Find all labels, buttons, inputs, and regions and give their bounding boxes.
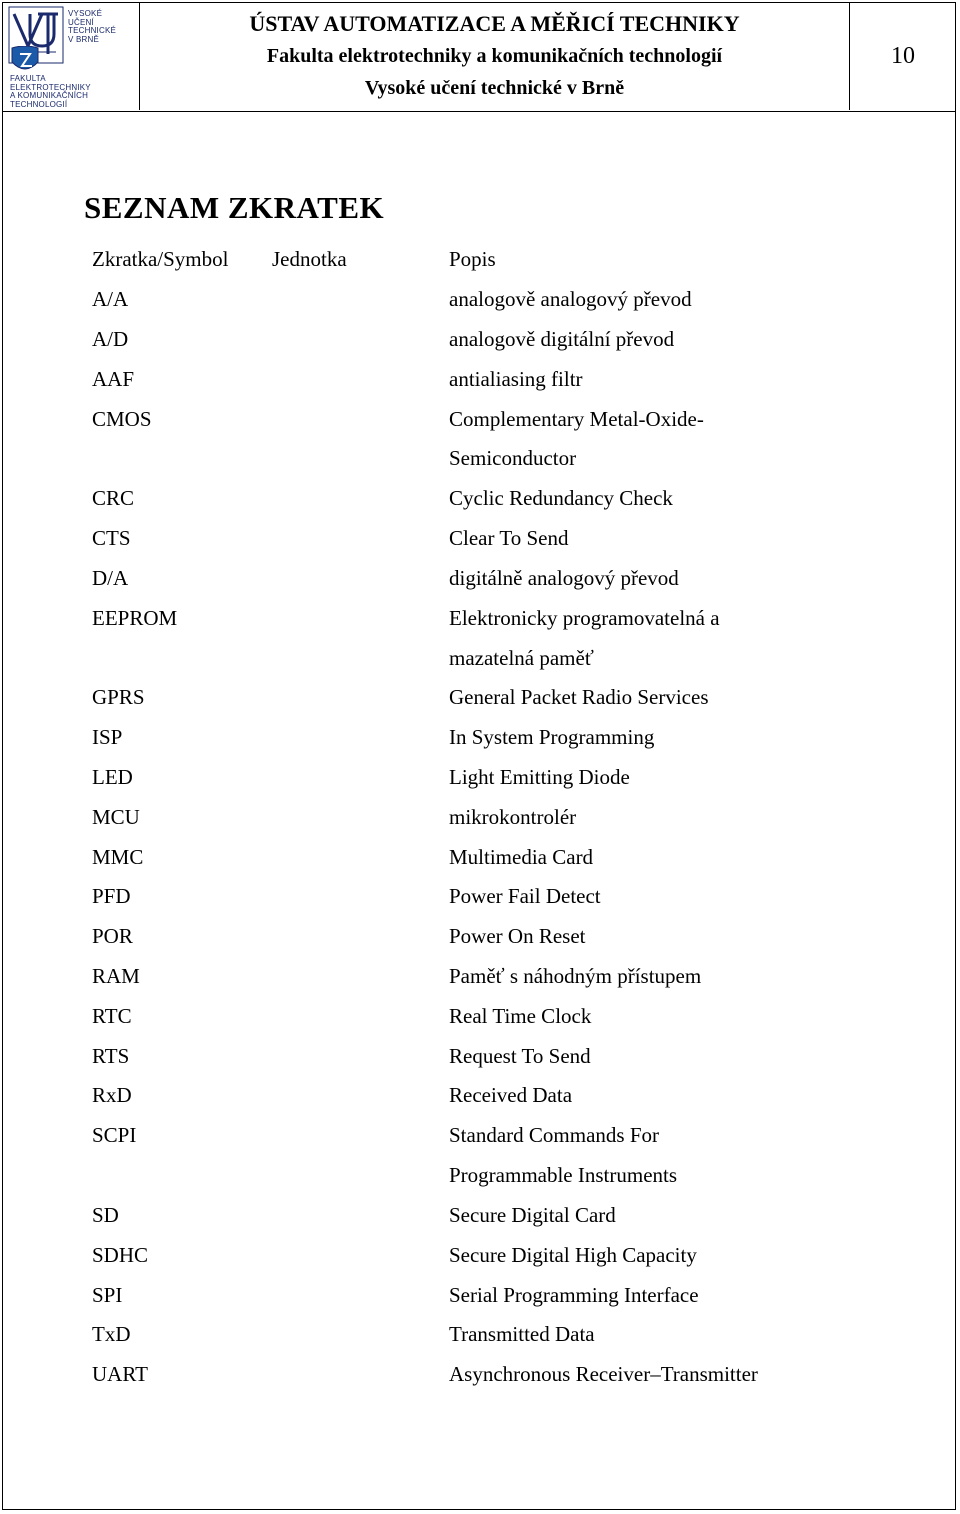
abbreviation-cell: UART [92,1362,148,1387]
table-row [92,559,852,599]
table-row [92,1036,852,1076]
description-cell: Light Emitting Diode [449,764,630,789]
column-header-unit: Jednotka [272,247,347,272]
description-cell: Elektronicky programovatelná a [449,605,720,630]
table-row [92,996,852,1036]
description-cell: Request To Send [449,1043,591,1068]
description-cell: analogově digitální převod [449,327,675,352]
abbreviation-cell: D/A [92,565,129,590]
abbreviation-cell: POR [92,924,133,949]
faculty-logo-icon [8,46,42,74]
description-cell: digitálně analogový převod [449,565,679,590]
table-row [92,877,852,917]
logo-top-text: VYSOKÉ UČENÍ TECHNICKÉ V BRNĚ [68,9,117,44]
description-cell: Semiconductor [449,446,577,471]
description-cell: antialiasing filtr [449,366,583,391]
table-row [92,957,852,997]
abbreviation-cell: SD [92,1202,119,1227]
table-row [92,1315,852,1355]
page-number: 10 [891,42,915,69]
abbreviation-cell: RAM [92,964,140,989]
abbreviation-cell: A/D [92,327,129,352]
description-cell: Clear To Send [449,526,569,551]
header-title-block [140,2,850,110]
abbreviation-cell: PFD [92,884,131,909]
abbreviation-cell: RTS [92,1043,130,1068]
description-cell: Secure Digital High Capacity [449,1242,697,1267]
university-name: Vysoké učení technické v Brně [364,77,625,99]
logo-bottom-text: FAKULTA ELEKTROTECHNIKY A KOMUNIKAČNÍCH TECHNOLOGIÍ [10,74,91,109]
table-row [92,678,852,718]
description-cell: Real Time Clock [449,1003,592,1028]
description-cell: Programmable Instruments [449,1163,678,1188]
abbreviation-cell: CMOS [92,406,152,431]
table-row [92,917,852,957]
abbreviation-cell: SDHC [92,1242,149,1267]
abbreviation-cell: CRC [92,486,135,511]
description-cell: Standard Commands For [449,1123,659,1148]
description-cell: Secure Digital Card [449,1202,616,1227]
abbreviation-cell: RTC [92,1003,132,1028]
abbreviation-cell: TxD [92,1322,131,1347]
table-row [92,479,852,519]
abbreviation-cell: SCPI [92,1123,137,1148]
institute-name: ÚSTAV AUTOMATIZACE A MĚŘICÍ TECHNIKY [249,11,740,36]
description-cell: mazatelná paměť [449,645,594,670]
description-cell: Cyclic Redundancy Check [449,486,673,511]
abbreviation-cell: MMC [92,844,144,869]
column-header-description: Popis [449,247,496,272]
table-row [92,718,852,758]
description-cell: In System Programming [449,725,655,750]
table-row [92,837,852,877]
table-row [92,280,852,320]
faculty-name: Fakulta elektrotechniky a komunikačních technologií [266,45,723,67]
abbreviation-cell: ISP [92,725,123,750]
table-row [92,359,852,399]
description-cell: General Packet Radio Services [449,685,709,710]
section-title: SEZNAM ZKRATEK [84,190,385,225]
abbreviation-cell: EEPROM [92,605,178,630]
description-cell: Complementary Metal-Oxide- [449,406,704,431]
description-cell: Paměť s náhodným přístupem [449,964,702,989]
description-cell: mikrokontrolér [449,804,577,829]
table-row [92,1076,852,1116]
table-row [92,1116,852,1156]
description-cell: analogově analogový převod [449,287,692,312]
abbreviation-cell: LED [92,764,133,789]
table-row [92,320,852,360]
abbreviation-cell: AAF [92,366,135,391]
description-cell: Transmitted Data [449,1322,595,1347]
table-row [92,1235,852,1275]
abbreviation-cell: CTS [92,526,131,551]
abbreviation-cell: MCU [92,804,140,829]
abbreviation-table [92,240,852,1395]
table-row [92,1156,852,1196]
description-cell: Power On Reset [449,924,586,949]
description-cell: Asynchronous Receiver–Transmitter [449,1362,758,1387]
abbreviation-cell: A/A [92,287,129,312]
abbreviation-cell: RxD [92,1083,132,1108]
description-cell: Received Data [449,1083,573,1108]
table-row [92,1355,852,1395]
description-cell: Power Fail Detect [449,884,601,909]
table-row [92,399,852,439]
table-row [92,1196,852,1236]
table-row [92,638,852,678]
university-logo [2,2,140,110]
table-row [92,519,852,559]
table-row [92,758,852,798]
column-header-abbreviation: Zkratka/Symbol [92,247,229,272]
abbreviation-cell: GPRS [92,685,145,710]
table-header-row [92,240,852,280]
abbreviation-cell: SPI [92,1282,123,1307]
description-cell: Serial Programming Interface [449,1282,699,1307]
table-row [92,1275,852,1315]
table-row [92,598,852,638]
table-row [92,797,852,837]
page-header [2,2,956,112]
description-cell: Multimedia Card [449,844,594,869]
table-row [92,439,852,479]
